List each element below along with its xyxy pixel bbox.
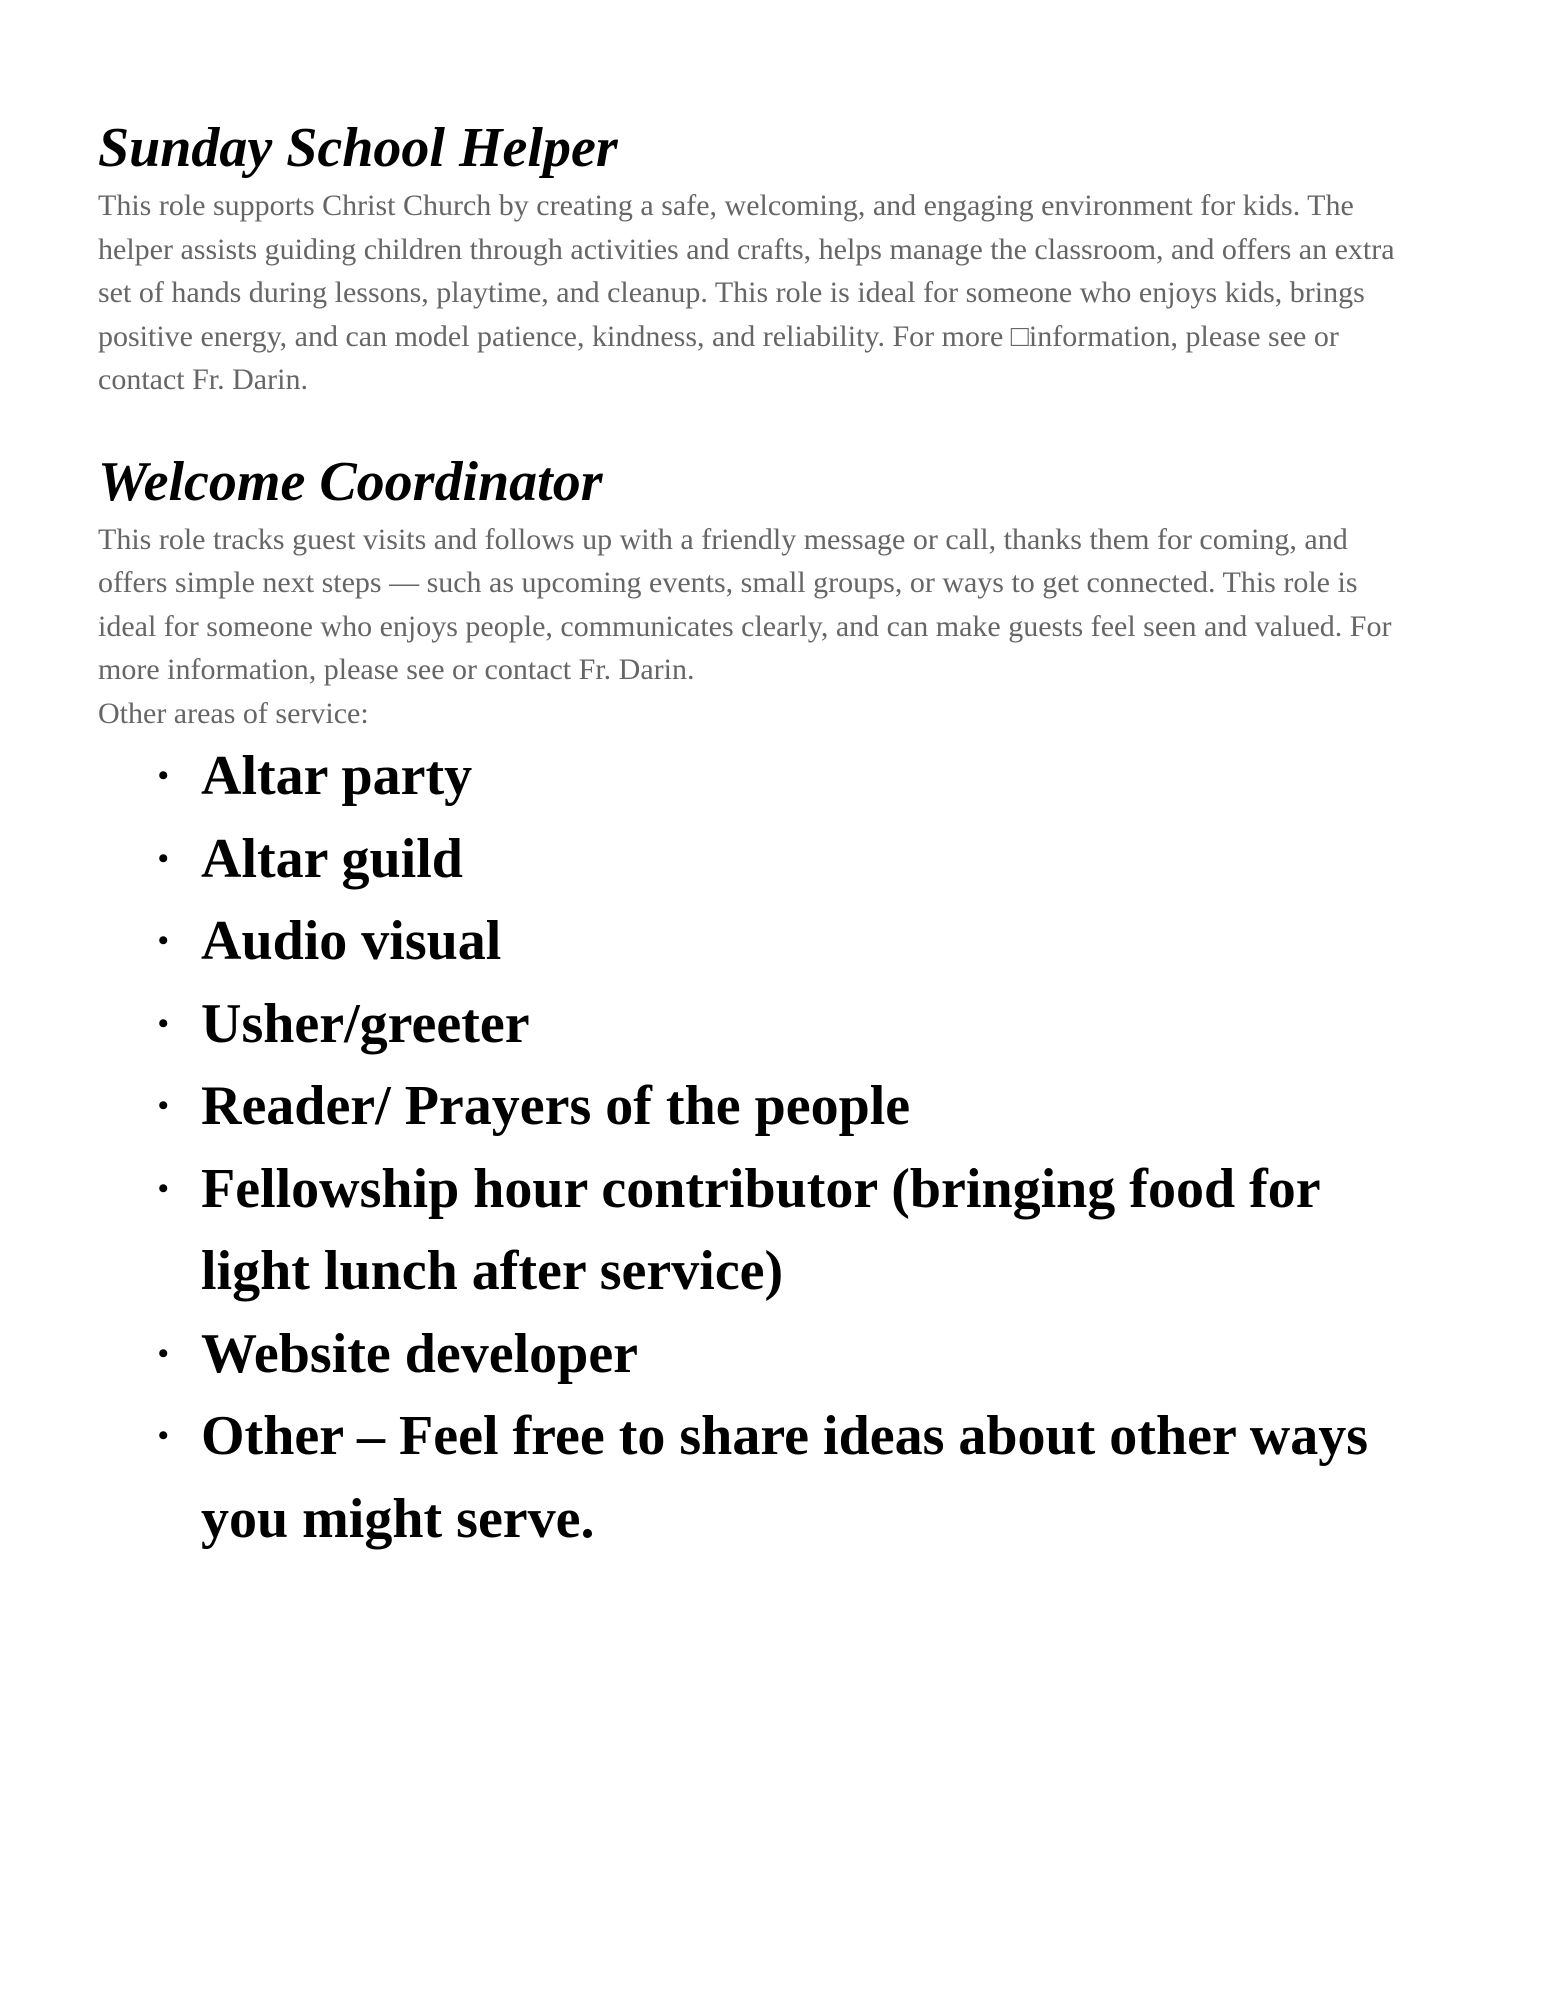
bullet-icon: • — [158, 1336, 169, 1370]
service-item-label: Altar party — [201, 745, 473, 807]
bullet-icon: • — [158, 841, 169, 875]
service-item-reader-prayers — [98, 1065, 1418, 1148]
bullet-icon: • — [158, 1171, 169, 1205]
bullet-icon: • — [158, 1006, 169, 1040]
bullet-icon: • — [158, 1089, 169, 1122]
service-list — [98, 735, 1418, 1560]
service-item-altar-party — [98, 735, 1418, 818]
section-heading-sunday-school-helper: Sunday School Helper — [98, 117, 618, 179]
service-item-audio-visual — [98, 900, 1418, 983]
service-item-label: Reader/ Prayers of the people — [201, 1075, 911, 1137]
service-item-label: Website developer — [201, 1322, 639, 1385]
service-item-fellowship-hour — [98, 1148, 1418, 1313]
service-item-label: Altar guild — [201, 827, 463, 890]
service-item-label: Usher/greeter — [201, 992, 530, 1055]
section-body-welcome-coordinator: This role tracks guest visits and follows up with a friendly message or call, thanks them for coming, and offers simple next steps — such as upcoming events, small groups, or ways to get connected. This role is ideal for someone who enjoys people, communicates clearly, and can make guests feel seen and valued. For more information, please see or contact Fr. Darin. — [98, 522, 1392, 686]
service-item-other — [98, 1395, 1418, 1560]
document-page — [98, 112, 1418, 1560]
service-item-label: Audio visual — [201, 910, 502, 972]
service-item-label: Other – Feel free to share ideas about other ways you might serve. — [201, 1405, 1369, 1550]
section-heading-welcome-coordinator: Welcome Coordinator — [98, 450, 603, 513]
section-body-sunday-school-helper: This role supports Christ Church by creating a safe, welcoming, and engaging environment for kids. The helper assists guiding children through activities and crafts, helps manage the classroom, and offers an extra set of hands during lessons, playtime, and cleanup. This role is ideal for someone who enjoys kids, brings positive energy, and can model patience, kindness, and reliability. For more □information, please see or contact Fr. Darin. — [98, 189, 1395, 396]
bullet-icon: • — [158, 759, 169, 792]
bullet-icon: • — [158, 924, 169, 957]
service-item-website-developer — [98, 1313, 1418, 1396]
other-areas-label: Other areas of service: — [98, 696, 369, 730]
bullet-icon: • — [158, 1419, 169, 1452]
service-item-label: Fellowship hour contributor (bringing food for light lunch after service) — [201, 1157, 1320, 1302]
service-item-usher-greeter — [98, 983, 1418, 1066]
service-item-altar-guild — [98, 818, 1418, 901]
